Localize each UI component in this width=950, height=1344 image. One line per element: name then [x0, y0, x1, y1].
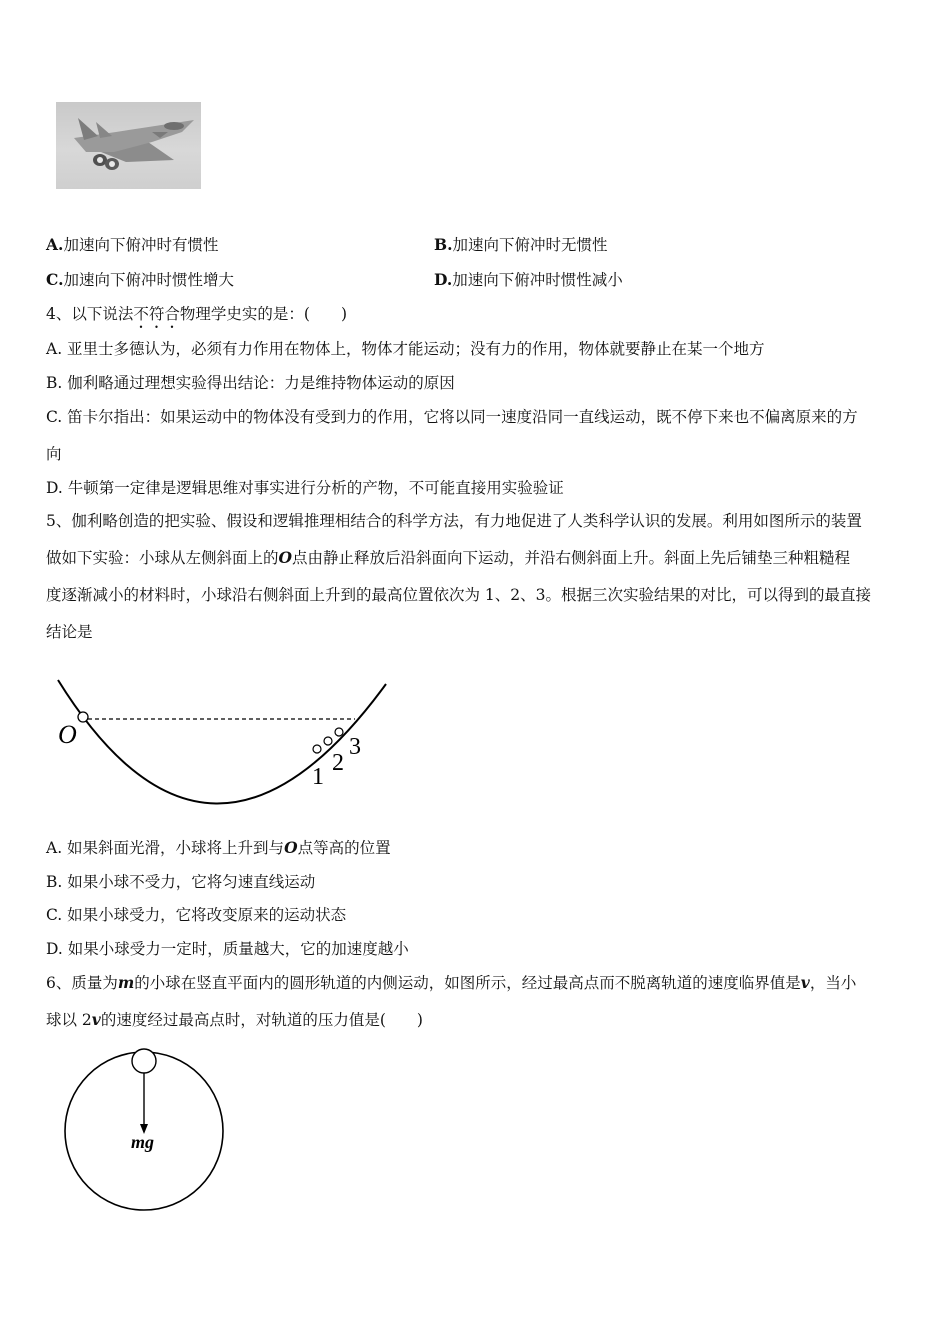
q6-line2-pre: 球以 2: [46, 1011, 92, 1029]
q6-line1-mid: 的小球在竖直平面内的圆形轨道的内侧运动，如图所示，经过最高点而不脱离轨道的速度临界值是: [134, 974, 801, 992]
label-3: 3: [349, 734, 361, 760]
q5-line2-pre: 做如下实验：小球从左侧斜面上的: [46, 549, 279, 567]
q4-stem: [46, 303, 347, 332]
q3-option-d: [434, 269, 623, 291]
q6-stem-line2: [46, 1009, 423, 1031]
q5-stem-line4: 结论是: [46, 623, 93, 641]
q4-option-b: B. 伽利略通过理想实验得出结论：力是维持物体运动的原因: [46, 374, 455, 392]
q5-stem-line2: [46, 547, 850, 569]
ball-position-1: [313, 745, 321, 753]
q3-option-c-text: 加速向下俯冲时惯性增大: [63, 271, 234, 289]
q5-option-d: D. 如果小球受力一定时，质量越大，它的加速度越小: [46, 940, 409, 958]
ball-position-3: [335, 728, 343, 736]
ball-at-o: [78, 712, 88, 722]
q4-option-a: A. 亚里士多德认为，必须有力作用在物体上，物体才能运动；没有力的作用，物体就要静止在某一个地方: [46, 340, 765, 358]
q6-line1-post: ，当小: [809, 974, 857, 992]
q6-line1-v: v: [800, 973, 810, 992]
q3-option-c: [46, 269, 234, 291]
q5-option-a-post: 点等高的位置: [297, 839, 391, 857]
label-o: O: [58, 720, 77, 749]
q5-option-a-o: O: [284, 838, 298, 857]
q3-option-a-letter: A.: [46, 235, 64, 254]
label-1: 1: [312, 764, 324, 790]
q5-line2-o: O: [278, 548, 293, 567]
q5-option-b: B. 如果小球不受力，它将匀速直线运动: [46, 873, 316, 891]
q4-stem-emphasis: 不符合: [133, 305, 180, 323]
q3-option-b-text: 加速向下俯冲时无惯性: [452, 236, 608, 254]
ball-top: [132, 1049, 156, 1073]
q3-option-d-letter: D.: [434, 270, 453, 289]
q6-line2-v: v: [91, 1010, 101, 1029]
q3-option-a: [46, 234, 218, 256]
fighter-jet-icon: [56, 102, 201, 189]
q3-option-c-letter: C.: [46, 270, 64, 289]
fighter-jet-image: [56, 102, 201, 189]
q5-option-a-pre: A. 如果斜面光滑，小球将上升到与: [46, 839, 285, 857]
q4-stem-post: 物理学史实的是：( ): [179, 305, 347, 323]
q4-option-d: D. 牛顿第一定律是逻辑思维对事实进行分析的产物，不可能直接用实验验证: [46, 479, 564, 497]
q5-option-c: C. 如果小球受力，它将改变原来的运动状态: [46, 906, 347, 924]
q5-stem-line1: 5、伽利略创造的把实验、假设和逻辑推理相结合的科学方法，有力地促进了人类科学认识的发展。利用如图所示的装置: [46, 512, 862, 530]
q5-option-a: [46, 837, 391, 859]
q6-line2-post: 的速度经过最高点时，对轨道的压力值是( ): [100, 1011, 423, 1029]
track-curve: [58, 680, 386, 804]
q4-option-c-line1: C. 笛卡尔指出：如果运动中的物体没有受到力的作用，它将以同一速度沿同一直线运动，既不停下来也不偏离原来的方: [46, 408, 858, 426]
q3-option-b-letter: B.: [434, 235, 453, 254]
label-2: 2: [332, 750, 344, 776]
label-mg: mg: [131, 1132, 155, 1152]
q5-track-figure: [50, 670, 400, 810]
ball-position-2: [324, 737, 332, 745]
q6-circle-figure: [60, 1044, 230, 1214]
q4-stem-pre: 4、以下说法: [46, 305, 134, 323]
q3-option-d-text: 加速向下俯冲时惯性减小: [452, 271, 623, 289]
q3-option-b: [434, 234, 608, 256]
q5-stem-line3: 度逐渐减小的材料时，小球沿右侧斜面上升到的最高位置依次为 1、2、3。根据三次实验结果的对比，可以得到的最直接: [46, 586, 872, 604]
q4-option-c-line2: 向: [46, 445, 62, 463]
q5-line2-post: 点由静止释放后沿斜面向下运动，并沿右侧斜面上升。斜面上先后铺垫三种粗糙程: [292, 549, 851, 567]
q6-line1-pre: 6、质量为: [46, 974, 118, 992]
q3-option-a-text: 加速向下俯冲时有惯性: [63, 236, 219, 254]
q6-line1-m: m: [117, 973, 135, 992]
q6-stem-line1: [46, 972, 856, 994]
